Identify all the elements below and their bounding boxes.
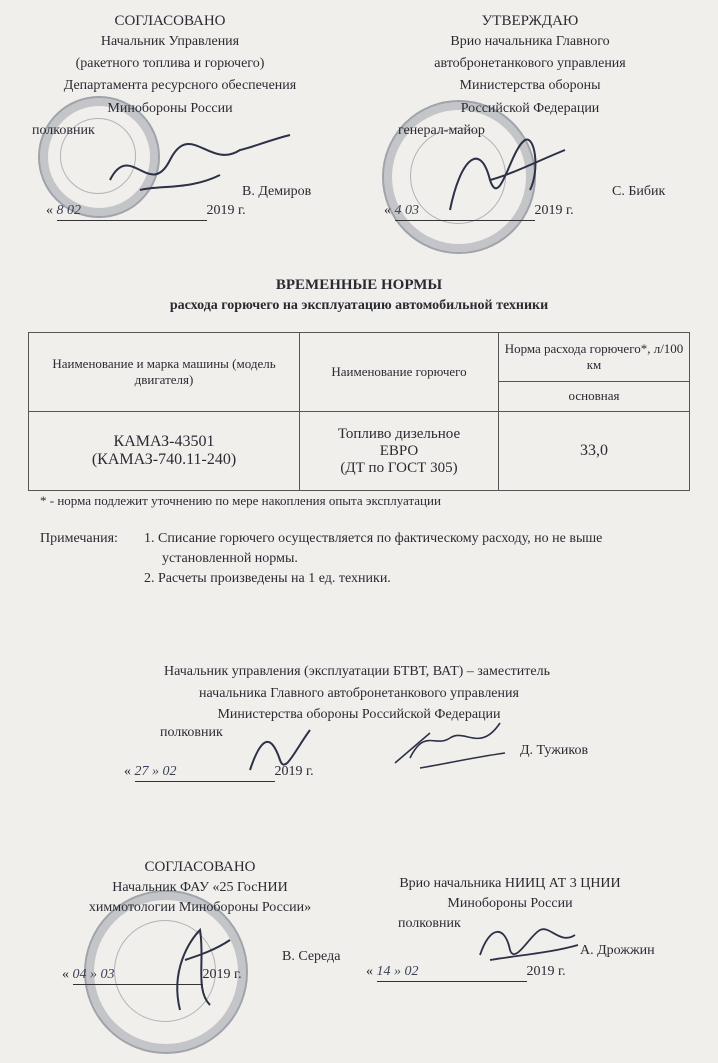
approve-right-header: УТВЕРЖДАЮ — [481, 13, 579, 29]
col-subheader-basic: основная — [499, 381, 690, 411]
middle-sign-date-handwritten: 27 » 02 — [135, 763, 275, 782]
col-header-norm: Норма расхода горючего*, л/100 км — [499, 333, 690, 382]
bottom-left-name: В. Середа — [282, 949, 341, 964]
bottom-right-rank: полковник — [398, 916, 461, 931]
bottom-right-line-2: Минобороны России — [447, 896, 573, 911]
col-header-fuel: Наименование горючего — [300, 333, 499, 412]
bottom-left-date-handwritten: 04 » 03 — [73, 966, 203, 985]
approve-right-date-handwritten: 4 03 — [395, 202, 535, 221]
middle-sign-date: « 27 » 02 2019 г. — [124, 763, 314, 782]
signature-tuzhikov — [390, 718, 510, 778]
notes-label: Примечания: — [40, 531, 118, 546]
approve-right-line-2: автобронетанкового управления — [434, 56, 626, 71]
bottom-right-date: « 14 » 02 2019 г. — [366, 963, 566, 982]
bottom-right-line-1: Врио начальника НИИЦ АТ 3 ЦНИИ — [399, 876, 621, 891]
signature-bibik — [430, 120, 570, 230]
norms-table — [28, 332, 690, 491]
signature-drozhzhin — [470, 915, 580, 975]
approve-left-line-4: Минобороны России — [107, 101, 233, 116]
cell-fuel: Топливо дизельное ЕВРО (ДТ по ГОСТ 305) — [300, 412, 499, 491]
approve-right-name: С. Бибик — [612, 184, 666, 199]
approve-left-name: В. Демиров — [242, 184, 312, 199]
bottom-right-name: А. Дрожжин — [580, 943, 655, 958]
approve-left-rank: полковник — [32, 123, 95, 138]
signature-tuzhikov-initial — [240, 720, 320, 780]
note-2: 2. Расчеты произведены на 1 ед. техники. — [144, 571, 391, 586]
approve-right-line-1: Врио начальника Главного — [450, 34, 610, 49]
approve-left-date: « 8 02 2019 г. — [46, 202, 246, 221]
note-1-line-1: 1. Списание горючего осуществляется по фактическому расходу, но не выше — [144, 531, 603, 546]
approve-right-line-4: Российской Федерации — [460, 101, 600, 116]
doc-title-line-2: расхода горючего на эксплуатацию автомобильной техники — [169, 298, 549, 313]
middle-sign-line-1: Начальник управления (эксплуатации БТВТ, ВАТ) – заместитель — [164, 664, 550, 679]
table-row — [29, 412, 690, 491]
approve-right-line-3: Министерства обороны — [459, 78, 601, 93]
bottom-left-header: СОГЛАСОВАНО — [144, 859, 256, 875]
approve-left-header: СОГЛАСОВАНО — [114, 13, 226, 29]
col-header-vehicle: Наименование и марка машины (модель двигателя) — [29, 333, 300, 412]
bottom-left-line-2: химмотологии Минобороны России» — [88, 900, 312, 915]
doc-title-line-1: ВРЕМЕННЫЕ НОРМЫ — [275, 277, 443, 293]
approve-left-date-handwritten: 8 02 — [57, 202, 207, 221]
middle-sign-line-3: Министерства обороны Российской Федерации — [217, 707, 501, 722]
approve-left-line-1: Начальник Управления — [100, 34, 240, 49]
cell-vehicle: КАМАЗ-43501 (КАМАЗ-740.11-240) — [29, 412, 300, 491]
bottom-left-date: « 04 » 03 2019 г. — [62, 966, 242, 985]
signature-sereda — [150, 910, 240, 1020]
note-1-line-2: установленной нормы. — [162, 551, 298, 566]
bottom-right-date-handwritten: 14 » 02 — [377, 963, 527, 982]
bottom-left-line-1: Начальник ФАУ «25 ГосНИИ — [112, 880, 288, 895]
footnote: * - норма подлежит уточнению по мере накопления опыта эксплуатации — [40, 493, 441, 508]
signature-demirov — [100, 130, 300, 210]
approve-left-line-3: Департамента ресурсного обеспечения — [63, 78, 297, 93]
middle-sign-rank: полковник — [160, 725, 223, 740]
middle-sign-name: Д. Тужиков — [520, 743, 589, 758]
cell-norm: 33,0 — [499, 412, 690, 491]
approve-right-rank: генерал-майор — [398, 123, 485, 138]
middle-sign-line-2: начальника Главного автобронетанкового управления — [199, 686, 519, 701]
approve-right-date: « 4 03 2019 г. — [384, 202, 574, 221]
approve-left-line-2: (ракетного топлива и горючего) — [75, 56, 265, 71]
